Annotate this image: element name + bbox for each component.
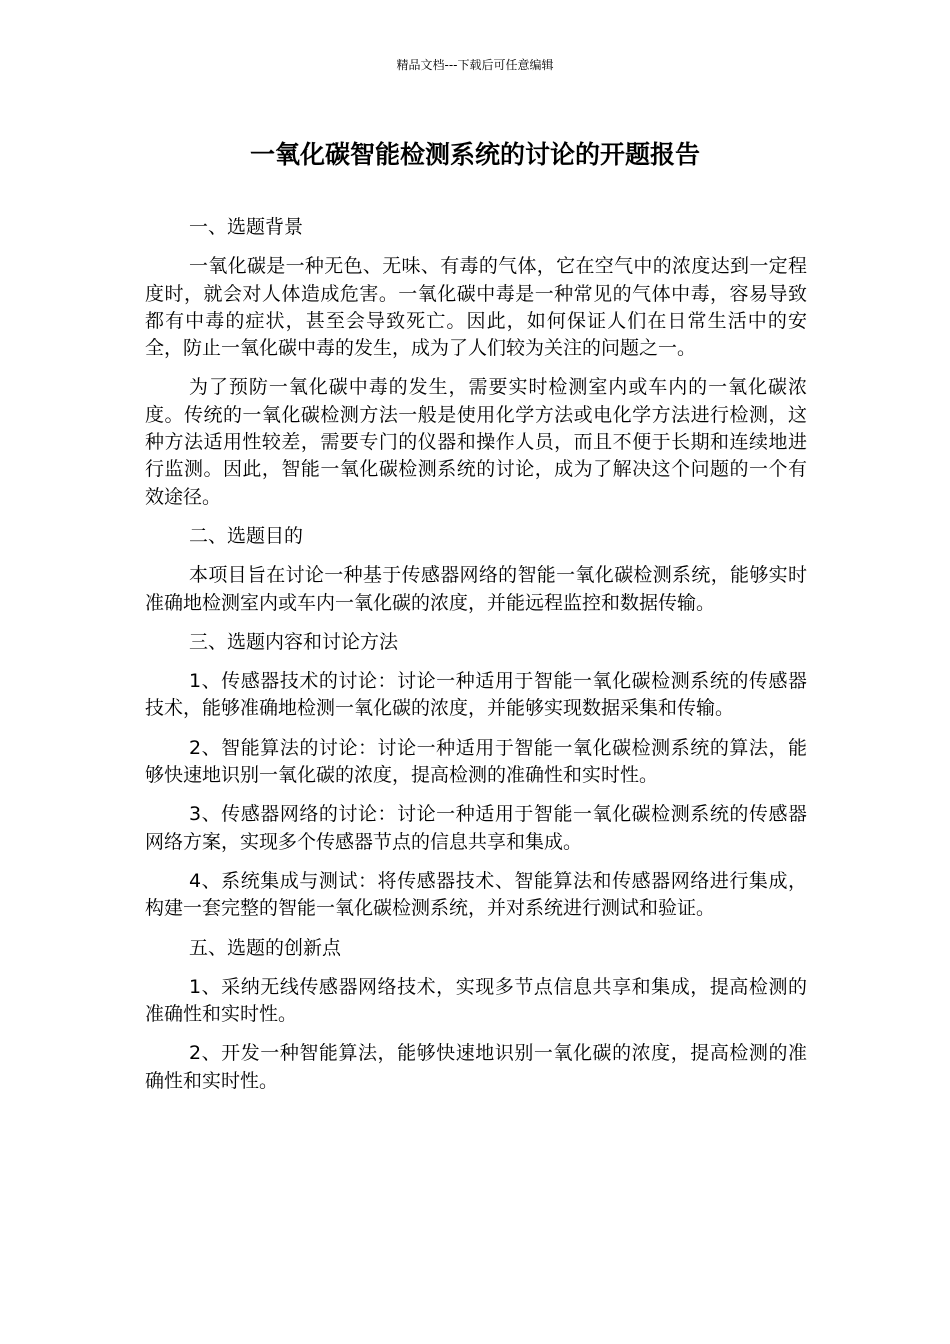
- header-note: 精品文档---下载后可任意编辑: [396, 58, 554, 72]
- paragraph: 本项目旨在讨论一种基于传感器网络的智能一氧化碳检测系统，能够实时准确地检测室内或车内一氧化碳的浓度，并能远程监控和数据传输。: [145, 564, 807, 614]
- section-heading-innovation: 五、选题的创新点: [189, 936, 342, 959]
- paragraph: 为了预防一氧化碳中毒的发生，需要实时检测室内或车内的一氧化碳浓度。传统的一氧化碳检测方法一般是使用化学方法或电化学方法进行检测，这种方法适用性较差，需要专门的仪器和操作人员，而且不便于长期和连续地进行监测。因此，智能一氧化碳检测系统的讨论，成为了解决这个问题的一个有效途径。: [145, 376, 807, 508]
- document-body: [145, 214, 807, 1107]
- paragraph: 2、智能算法的讨论：讨论一种适用于智能一氧化碳检测系统的算法，能够快速地识别一氧化碳的浓度，提高检测的准确性和实时性。: [145, 736, 807, 787]
- paragraph: 1、采纳无线传感器网络技术，实现多节点信息共享和集成，提高检测的准确性和实时性。: [145, 975, 807, 1026]
- paragraph: 4、系统集成与测试：将传感器技术、智能算法和传感器网络进行集成，构建一套完整的智能一氧化碳检测系统，并对系统进行测试和验证。: [145, 869, 807, 920]
- paragraph: 3、传感器网络的讨论：讨论一种适用于智能一氧化碳检测系统的传感器网络方案，实现多个传感器节点的信息共享和集成。: [145, 803, 807, 853]
- section-heading-background: 一、选题背景: [189, 216, 304, 238]
- paragraph: 1、传感器技术的讨论：讨论一种适用于智能一氧化碳检测系统的传感器技术，能够准确地检测一氧化碳的浓度，并能够实现数据采集和传输。: [145, 670, 807, 720]
- section-heading-method: 三、选题内容和讨论方法: [189, 630, 399, 653]
- paragraph: 2、开发一种智能算法，能够快速地识别一氧化碳的浓度，提高检测的准确性和实时性。: [145, 1042, 807, 1092]
- document-title: 一氧化碳智能检测系统的讨论的开题报告: [249, 140, 700, 169]
- paragraph: 一氧化碳是一种无色、无味、有毒的气体，它在空气中的浓度达到一定程度时，就会对人体造成危害。一氧化碳中毒是一种常见的气体中毒，容易导致都有中毒的症状，甚至会导致死亡。因此，如何保证人们在日常生活中的安全，防止一氧化碳中毒的发生，成为了人们较为关注的问题之一。: [145, 255, 807, 360]
- section-heading-purpose: 二、选题目的: [189, 524, 304, 547]
